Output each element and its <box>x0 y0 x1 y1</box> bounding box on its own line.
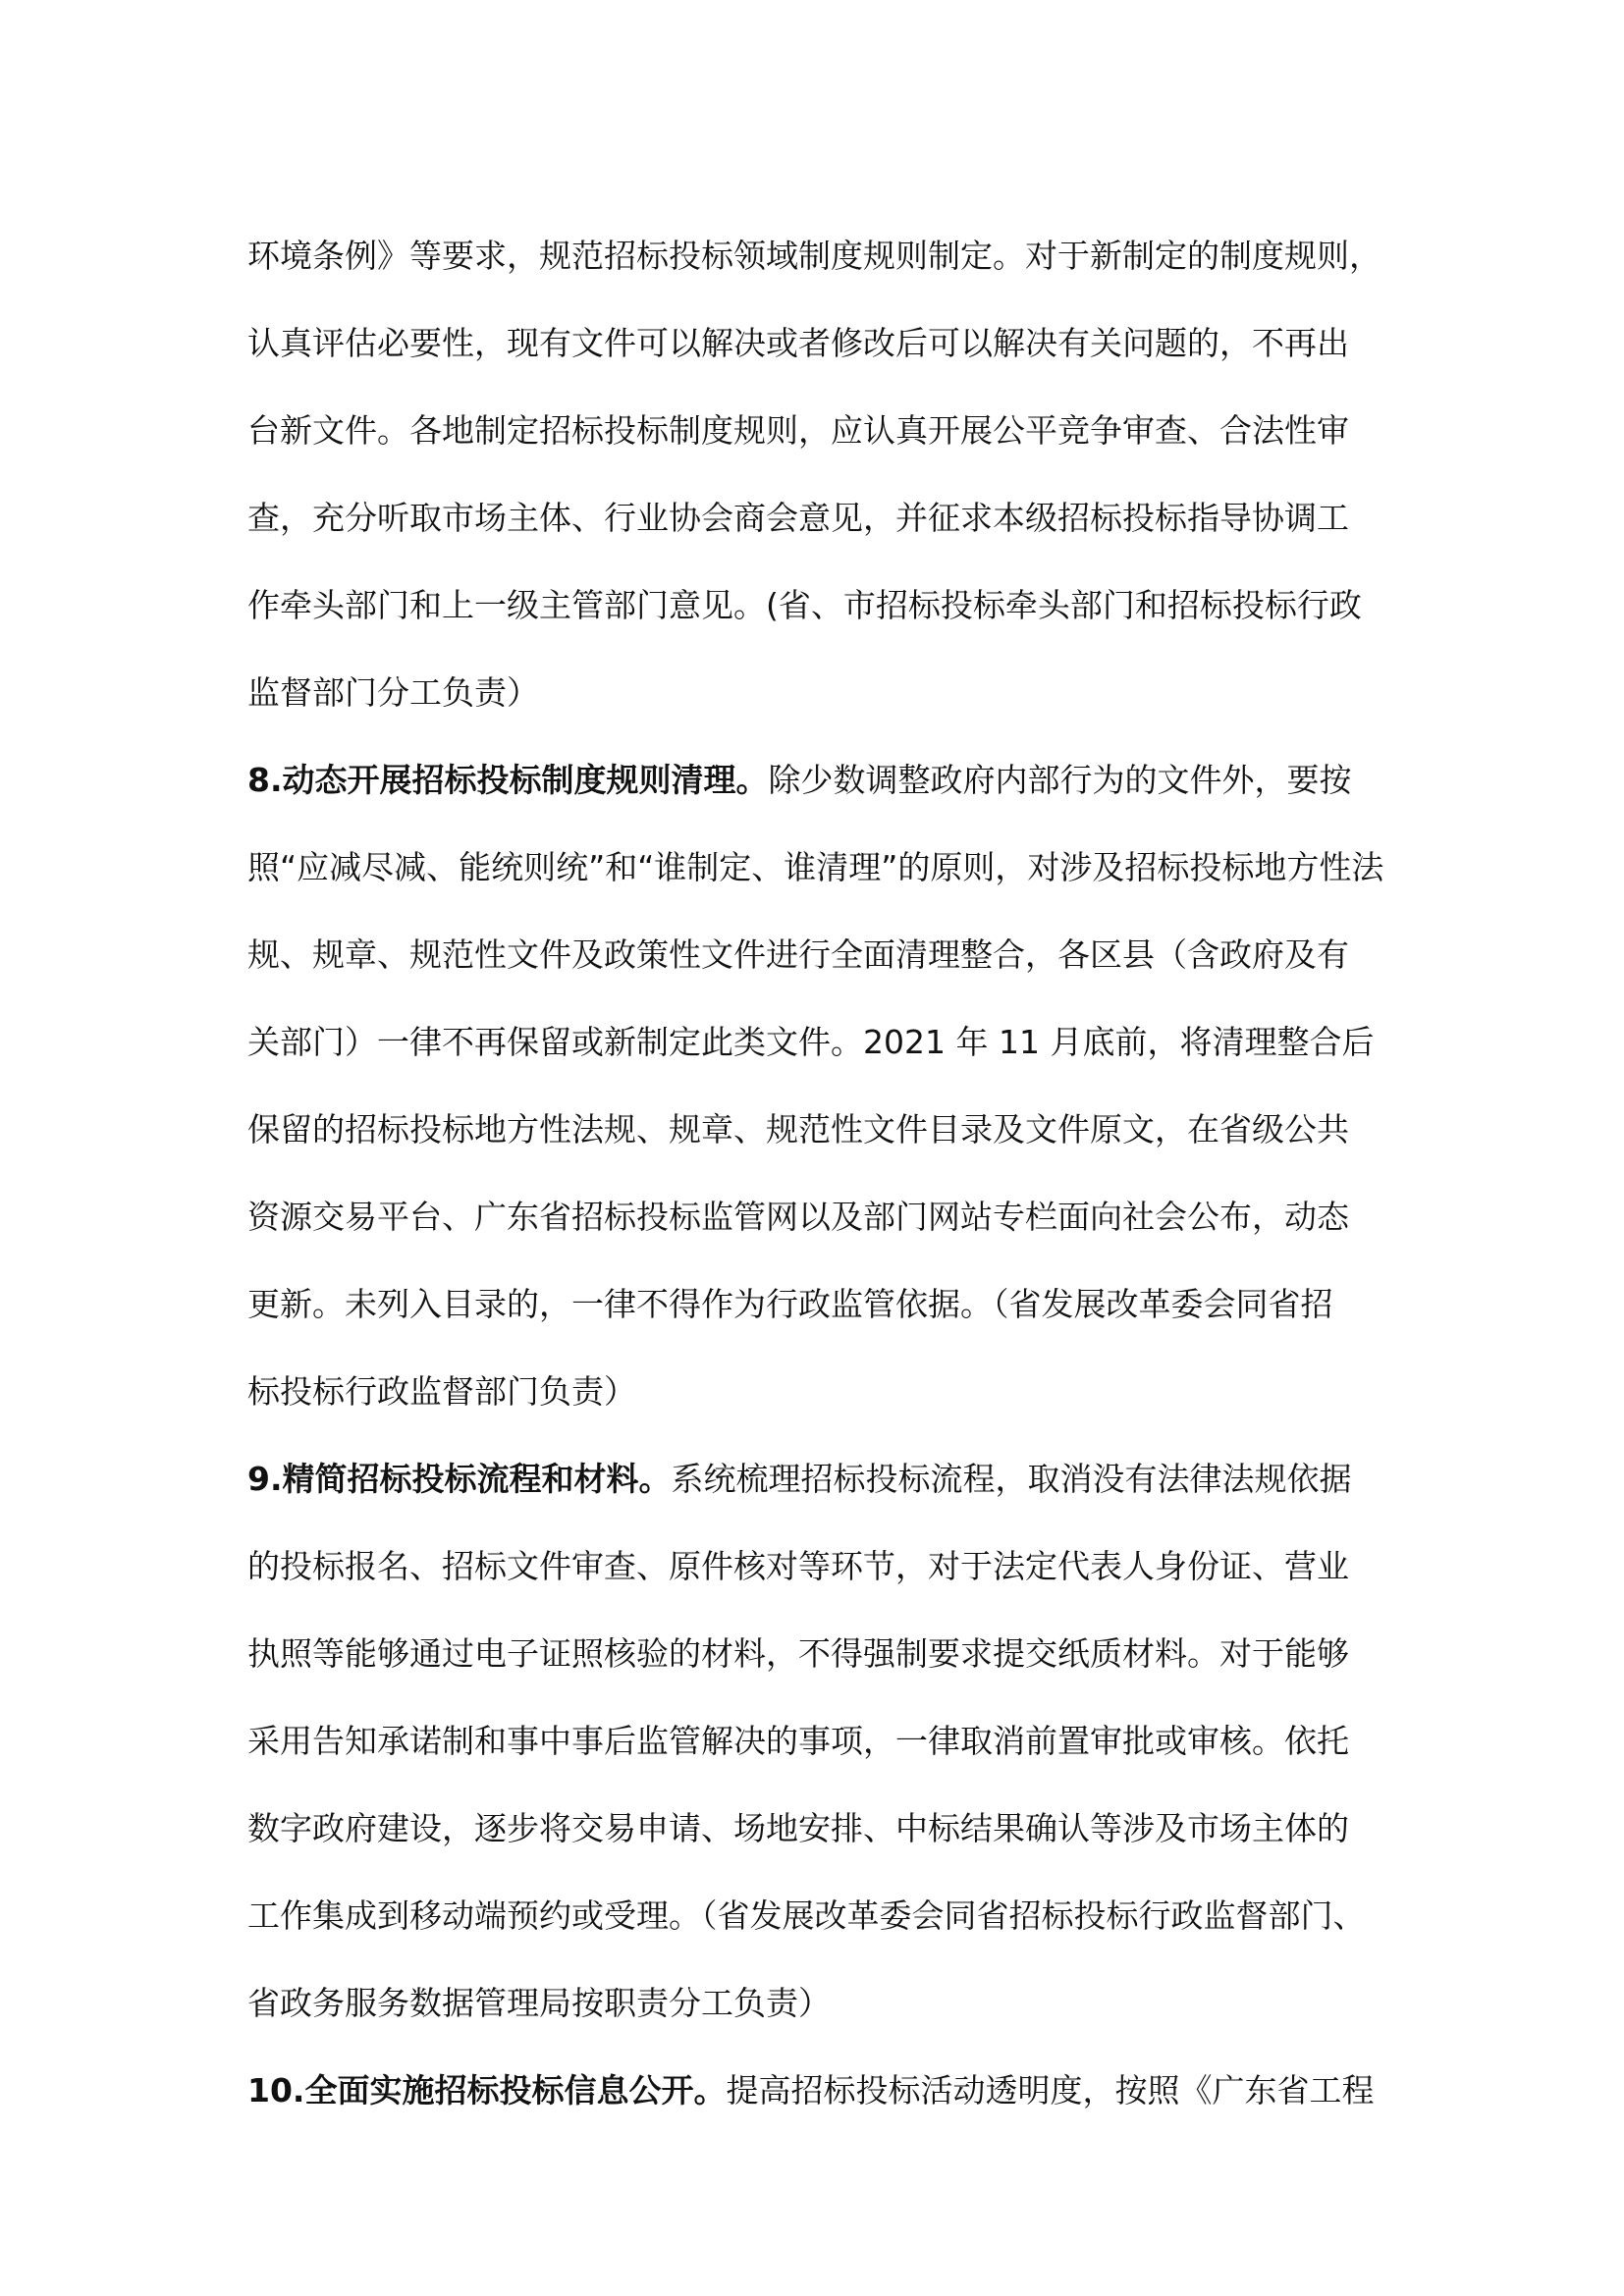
section-heading: 8.动态开展招标投标制度规则清理。 <box>247 761 769 799</box>
text-run: 提高招标投标活动透明度，按照《广东省工程 <box>726 2071 1375 2109</box>
text-line <box>247 1188 1406 1247</box>
text-run: 查，充分听取市场主体、行业协会商会意见，并征求本级招标投标指导协调工 <box>247 499 1349 537</box>
text-run: 认真评估必要性，现有文件可以解决或者修改后可以解决有关问题的，不再出 <box>247 324 1349 362</box>
text-line <box>247 926 1406 985</box>
text-line <box>247 576 1406 635</box>
text-line <box>247 1887 1406 1946</box>
text-line <box>247 227 1406 286</box>
text-run: 的投标报名、招标文件审查、原件核对等环节，对于法定代表人身份证、营业 <box>247 1547 1349 1585</box>
text-line <box>247 489 1406 548</box>
text-line <box>247 664 1406 722</box>
text-line <box>247 1013 1406 1072</box>
section-heading: 10.全面实施招标投标信息公开。 <box>247 2071 727 2109</box>
text-line <box>247 401 1406 460</box>
text-run: 采用告知承诺制和事中事后监管解决的事项，一律取消前置审批或审核。依托 <box>247 1722 1349 1760</box>
text-run: 数字政府建设，逐步将交易申请、场地安排、中标结果确认等涉及市场主体的 <box>247 1809 1349 1847</box>
text-line <box>247 1100 1406 1159</box>
text-line <box>247 1450 1406 1509</box>
text-run: 标投标行政监督部门负责） <box>247 1372 636 1411</box>
text-line <box>247 1799 1406 1858</box>
text-run: 保留的招标投标地方性法规、规章、规范性文件目录及文件原文，在省级公共 <box>247 1110 1349 1148</box>
text-line <box>247 2061 1406 2120</box>
text-run: 监督部门分工负责） <box>247 673 539 712</box>
text-run: 系统梳理招标投标流程，取消没有法律法规依据 <box>671 1460 1352 1498</box>
text-run: 工作集成到移动端预约或受理。（省发展改革委会同省招标投标行政监督部门、 <box>247 1896 1366 1935</box>
text-line <box>247 838 1406 897</box>
section-heading: 9.精简招标投标流程和材料。 <box>247 1460 672 1498</box>
text-line <box>247 314 1406 373</box>
text-line <box>247 1362 1406 1421</box>
text-run: 更新。未列入目录的，一律不得作为行政监管依据。（省发展改革委会同省招 <box>247 1285 1333 1323</box>
text-run: 作牵头部门和上一级主管部门意见。(省、市招标投标牵头部门和招标投标行政 <box>247 586 1362 624</box>
text-line <box>247 1537 1406 1596</box>
text-run: 环境条例》等要求，规范招标投标领域制度规则制定。对于新制定的制度规则， <box>247 237 1381 275</box>
text-run: 照“应减尽减、能统则统”和“谁制定、谁清理”的原则，对涉及招标投标地方性法 <box>247 848 1384 886</box>
text-run: 省政务服务数据管理局按职责分工负责） <box>247 1984 831 2022</box>
text-run: 资源交易平台、广东省招标投标监管网以及部门网站专栏面向社会公布，动态 <box>247 1198 1349 1236</box>
text-line <box>247 1974 1406 2033</box>
text-line <box>247 1275 1406 1334</box>
text-run: 规、规章、规范性文件及政策性文件进行全面清理整合，各区县（含政府及有 <box>247 935 1349 974</box>
text-line <box>247 1712 1406 1771</box>
text-run: 除少数调整政府内部行为的文件外，要按 <box>768 761 1352 799</box>
text-run: 台新文件。各地制定招标投标制度规则，应认真开展公平竞争审查、合法性审 <box>247 411 1349 450</box>
text-line <box>247 1625 1406 1683</box>
text-run: 关部门）一律不再保留或新制定此类文件。2021 年 11 月底前，将清理整合后 <box>247 1023 1375 1061</box>
text-line <box>247 751 1406 810</box>
text-run: 执照等能够通过电子证照核验的材料，不得强制要求提交纸质材料。对于能够 <box>247 1634 1349 1673</box>
